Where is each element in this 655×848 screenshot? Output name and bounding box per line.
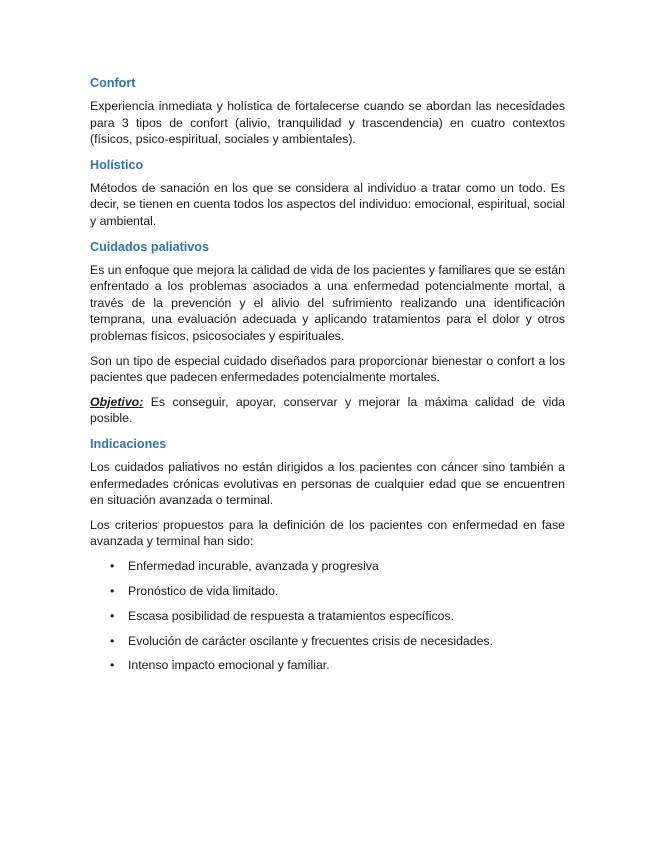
heading-indicaciones: Indicaciones <box>90 436 167 451</box>
bullet-icon: • <box>110 633 115 648</box>
bullet-icon: • <box>110 658 115 673</box>
heading-confort: Confort <box>90 76 136 90</box>
heading-holistico: Holístico <box>90 157 144 172</box>
objetivo-label: Objetivo: <box>90 394 144 409</box>
bullet-icon: • <box>110 608 115 623</box>
heading-cuidados-paliativos: Cuidados paliativos <box>90 239 209 254</box>
objetivo-text: Es conseguir, apoyar, conservar y mejorar la máxima calidad de vida posible. <box>90 394 565 426</box>
paragraph-indicaciones-criterios-intro: Los criterios propuestos para la definición de los pacientes con enfermedad en fase avanzada y terminal han sido: <box>90 517 565 549</box>
list-item-text: Evolución de carácter oscilante y frecuentes crisis de necesidades. <box>128 633 493 648</box>
criterios-list <box>90 558 565 674</box>
list-item <box>90 583 565 600</box>
list-item <box>90 657 565 674</box>
paragraph-objetivo <box>90 394 565 427</box>
list-item <box>90 633 565 650</box>
list-item-text: Pronóstico de vida limitado. <box>128 583 279 598</box>
list-item-text: Intenso impacto emocional y familiar. <box>128 658 330 673</box>
bullet-icon: • <box>110 558 115 573</box>
paragraph-indicaciones-dirigidos: Los cuidados paliativos no están dirigidos a los pacientes con cáncer sino también a enfermedades crónicas evolutivas en personas de cualquier edad que se encuentren en situación avanzada o terminal. <box>90 459 565 508</box>
bullet-icon: • <box>110 583 115 598</box>
paragraph-cuidados-tipo: Son un tipo de especial cuidado diseñados para proporcionar bienestar o confort a los pacientes que padecen enfermedades potencialmente mortales. <box>90 353 565 385</box>
list-item-text: Enfermedad incurable, avanzada y progresiva <box>128 558 379 573</box>
list-item <box>90 608 565 625</box>
paragraph-holistico-definition: Métodos de sanación en los que se considera al individuo a tratar como un todo. Es decir, se tienen en cuenta todos los aspectos del individuo: emocional, espiritual, social y ambiental. <box>90 180 565 228</box>
paragraph-cuidados-enfoque: Es un enfoque que mejora la calidad de vida de los pacientes y familiares que se están enfrentado a los problemas asociados a una enfermedad potencialmente mortal, a través de la prevención y el alivio del sufrimiento realizando una identificación temprana, una evaluación adecuada y aplicando tratamientos para el dolor y otros problemas físicos, psicosociales y espirituales. <box>90 262 565 343</box>
list-item <box>90 558 565 575</box>
list-item-text: Escasa posibilidad de respuesta a tratamientos específicos. <box>128 608 455 623</box>
paragraph-confort-definition: Experiencia inmediata y holística de fortalecerse cuando se abordan las necesidades para 3 tipos de confort (alivio, tranquilidad y trascendencia) en cuatro contextos (físicos, psico-espiritual, sociales y ambientales). <box>90 99 565 147</box>
